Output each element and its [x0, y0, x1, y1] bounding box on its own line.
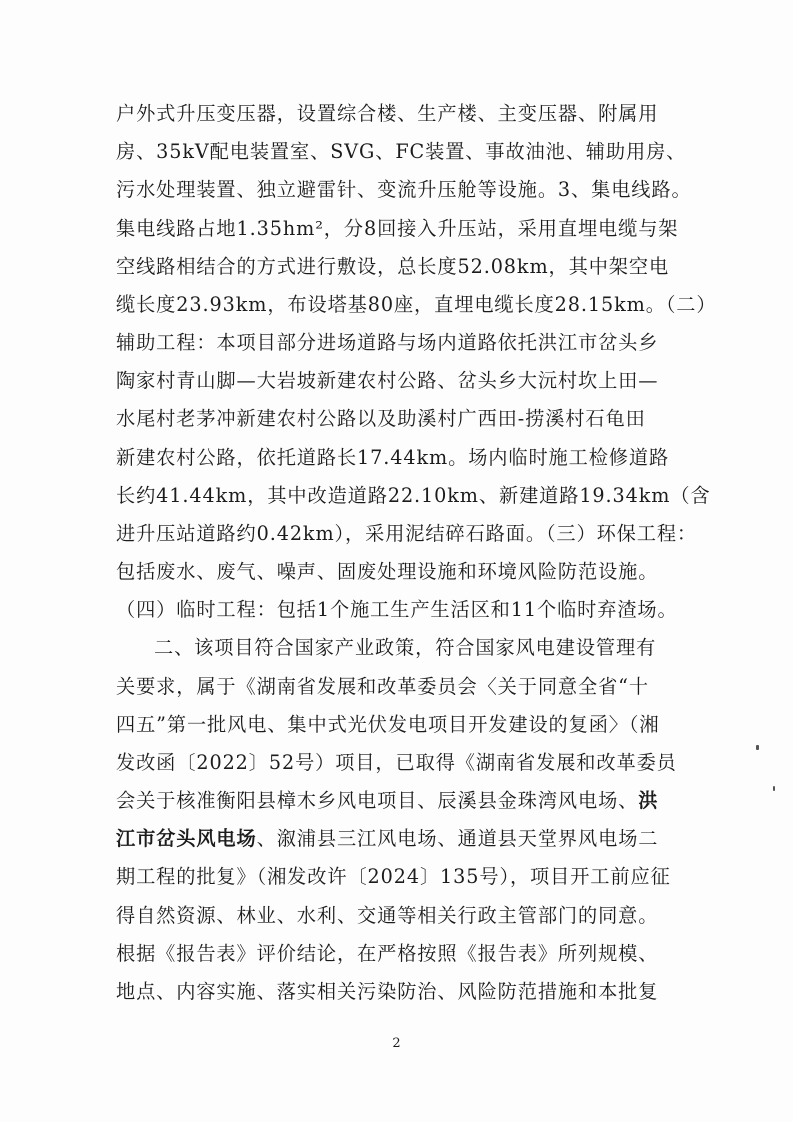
text-run: 、溆浦县三江风电场、通道县天堂界风电场二	[256, 827, 659, 850]
text-line: 辅助工程：本项目部分进场道路与场内道路依托洪江市岔头乡	[116, 331, 659, 354]
text-line: （四）临时工程：包括1个施工生产生活区和11个临时弃渣场。	[116, 598, 678, 621]
text-line: 水尾村老茅冲新建农村公路以及助溪村广西田-捞溪村石龟田	[116, 407, 646, 430]
text-line: 进升压站道路约0.42km），采用泥结碎石路面。（三）环保工程：	[116, 522, 698, 545]
text-line: 关要求，属于《湖南省发展和改革委员会〈关于同意全省“十	[116, 675, 649, 698]
text-line: 陶家村青山脚—大岩坡新建农村公路、岔头乡大沅村坎上田—	[116, 369, 659, 392]
text-line: 包括废水、废气、噪声、固废处理设施和环境风险防范设施。	[116, 560, 659, 583]
text-line	[116, 787, 658, 815]
bold-text-run: 洪	[638, 789, 659, 812]
text-line: 户外式升压变压器，设置综合楼、生产楼、主变压器、附属用	[116, 102, 659, 125]
text-line: 期工程的批复》（湘发改许〔2024〕135号），项目开工前应征	[116, 865, 671, 888]
text-line: 污水处理装置、独立避雷针、变流升压舱等设施。3、集电线路。	[116, 178, 692, 201]
text-line: 缆长度23.93km，布设塔基80座，直埋电缆长度28.15km。（二）	[116, 293, 717, 316]
text-line: 四五”第一批风电、集中式光伏发电项目开发建设的复函〉（湘	[116, 713, 660, 736]
text-run: 会关于核准衡阳县樟木乡风电项目、辰溪县金珠湾风电场、	[116, 789, 639, 812]
text-line: 新建农村公路，依托道路长17.44km。场内临时施工检修道路	[116, 446, 670, 469]
text-line	[116, 825, 658, 853]
bold-text-run: 江市岔头风电场	[116, 827, 257, 850]
text-line: 房、35kV配电装置室、SVG、FC装置、事故油池、辅助用房、	[116, 140, 687, 163]
page-number: 2	[392, 1036, 401, 1051]
text-line: 空线路相结合的方式进行敷设，总长度52.08km，其中架空电	[116, 255, 670, 278]
scan-speck	[756, 745, 759, 750]
paragraph-start-line: 二、该项目符合国家产业政策，符合国家风电建设管理有	[154, 636, 657, 659]
scan-speck	[773, 786, 775, 791]
text-line: 地点、内容实施、落实相关污染防治、风险防范措施和本批复	[116, 980, 659, 1003]
text-line: 发改函〔2022〕52号）项目，已取得《湖南省发展和改革委员	[116, 751, 677, 774]
text-line: 得自然资源、林业、水利、交通等相关行政主管部门的同意。	[116, 904, 659, 927]
text-line: 长约41.44km，其中改造道路22.10km、新建道路19.34km（含	[116, 484, 711, 507]
text-line: 集电线路占地1.35hm²，分8回接入升压站，采用直埋电缆与架	[116, 217, 679, 240]
text-line: 根据《报告表》评价结论，在严格按照《报告表》所列规模、	[116, 942, 659, 965]
